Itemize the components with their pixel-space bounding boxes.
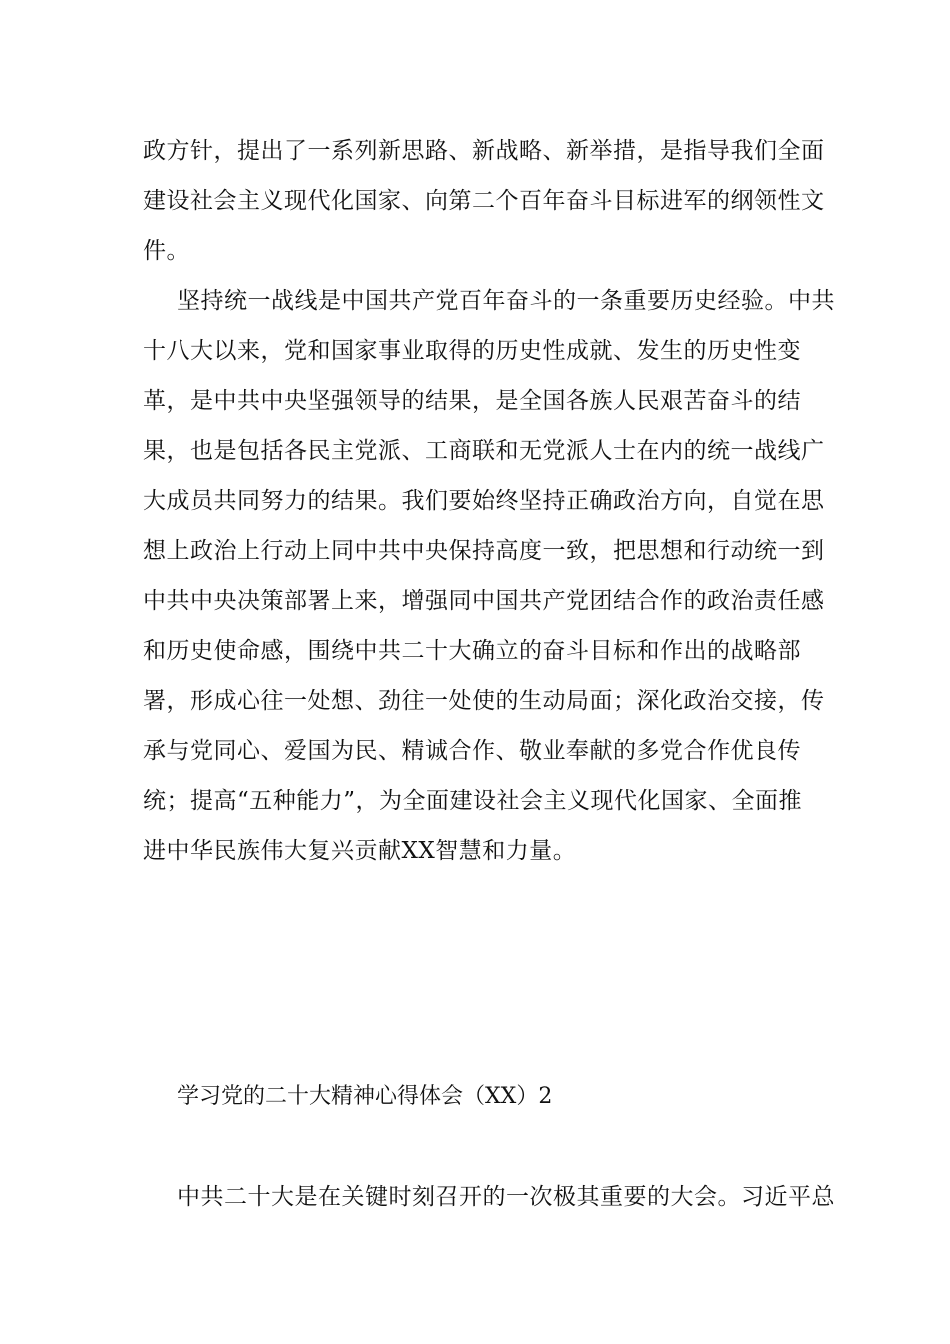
text-line: 统；提高“五种能力”，为全面建设社会主义现代化国家、全面推 (143, 788, 803, 814)
text-line: 想上政治上行动上同中共中央保持高度一致，把思想和行动统一到 (143, 538, 825, 564)
text-line: 件。 (143, 238, 190, 264)
text-line: 中共二十大是在关键时刻召开的一次极其重要的大会。习近平总 (177, 1184, 835, 1210)
section-title: 学习党的二十大精神心得体会（XX）2 (177, 1084, 553, 1109)
text-line: 承与党同心、爱国为民、精诚合作、敬业奉献的多党合作优良传 (143, 738, 801, 764)
text-line: 政方针，提出了一系列新思路、新战略、新举措，是指导我们全面 (143, 138, 825, 164)
text-line: 署，形成心往一处想、劲往一处使的生动局面；深化政治交接，传 (143, 688, 825, 714)
text-line: 革，是中共中央坚强领导的结果，是全国各族人民艰苦奋斗的结 (143, 388, 801, 414)
text-line: 中共中央决策部署上来，增强同中国共产党团结合作的政治责任感 (143, 588, 825, 614)
text-line: 坚持统一战线是中国共产党百年奋斗的一条重要历史经验。中共 (177, 288, 835, 314)
text-line: 和历史使命感，围绕中共二十大确立的奋斗目标和作出的战略部 (143, 638, 801, 664)
text-line: 果，也是包括各民主党派、工商联和无党派人士在内的统一战线广 (143, 438, 825, 464)
text-line: 十八大以来，党和国家事业取得的历史性成就、发生的历史性变 (143, 338, 801, 364)
text-line: 进中华民族伟大复兴贡献XX智慧和力量。 (143, 838, 577, 864)
text-line: 大成员共同努力的结果。我们要始终坚持正确政治方向，自觉在思 (143, 488, 825, 514)
text-line: 建设社会主义现代化国家、向第二个百年奋斗目标进军的纲领性文 (143, 188, 825, 214)
